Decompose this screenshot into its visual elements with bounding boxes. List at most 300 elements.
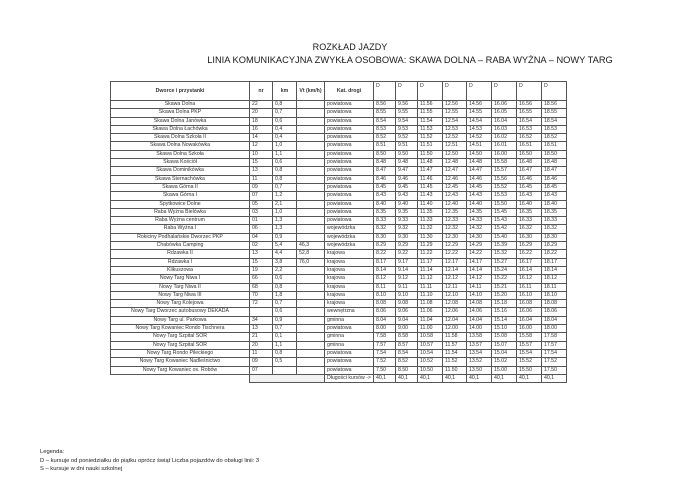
course-length-value: 40,1 [395, 374, 417, 382]
departure-time: 16.30 [516, 233, 541, 241]
departure-time: 14.12 [466, 275, 491, 283]
stop-nr: 03 [250, 208, 273, 216]
road-category: krajowa [325, 275, 374, 283]
departure-time: 16.14 [516, 266, 541, 274]
road-category: powiatowa [325, 134, 374, 142]
departure-time: 8.50 [373, 150, 395, 158]
departure-time: 14.17 [466, 258, 491, 266]
departure-time: 12.30 [442, 233, 466, 241]
stop-km: 1,8 [273, 291, 297, 299]
stop-vt [297, 134, 325, 142]
stop-km: 0,7 [273, 109, 297, 117]
departure-time: 8.11 [373, 283, 395, 291]
road-category: powiatowa [325, 125, 374, 133]
departure-time: 15.56 [491, 175, 516, 183]
road-category: powiatowa [325, 349, 374, 357]
stop-nr: 01 [250, 217, 273, 225]
stop-name: Nowy Targ Kolejowa [111, 300, 250, 308]
departure-time: 16.35 [516, 208, 541, 216]
course-length-value: 40,1 [417, 374, 442, 382]
departure-time: 16.46 [516, 175, 541, 183]
stop-name: Nowy Targ Szpital SOR [111, 333, 250, 341]
departure-time: 14.08 [466, 300, 491, 308]
departure-time: 16.56 [516, 101, 541, 109]
departure-time: 14.29 [466, 242, 491, 250]
table-row [111, 283, 567, 291]
departure-time: 8.53 [373, 125, 395, 133]
departure-time: 15.08 [491, 333, 516, 341]
stop-nr: 12 [250, 142, 273, 150]
departure-time: 18.46 [541, 175, 566, 183]
departure-time: 9.56 [395, 101, 417, 109]
departure-time: 18.45 [541, 183, 566, 191]
course-length-value: 40,1 [373, 374, 395, 382]
departure-time: 8.33 [373, 217, 395, 225]
road-category: powiatowa [325, 192, 374, 200]
table-row [111, 316, 567, 324]
departure-time: 9.11 [395, 283, 417, 291]
departure-time: 8.40 [373, 200, 395, 208]
table-row [111, 134, 567, 142]
course-length-value: 40,1 [491, 374, 516, 382]
stop-vt [297, 358, 325, 366]
departure-time: 14.45 [466, 183, 491, 191]
departure-time: 12.08 [442, 300, 466, 308]
departure-time: 8.14 [373, 266, 395, 274]
timetable [110, 81, 567, 383]
stop-vt [297, 341, 325, 349]
table-row [111, 333, 567, 341]
stop-name: Skawa Dominikówka [111, 167, 250, 175]
departure-time: 9.43 [395, 192, 417, 200]
departure-time: 18.51 [541, 142, 566, 150]
road-category: powiatowa [325, 217, 374, 225]
departure-time: 12.54 [442, 117, 466, 125]
table-row [111, 300, 567, 308]
stop-km: 0,8 [273, 175, 297, 183]
stop-vt [297, 175, 325, 183]
table-row [111, 183, 567, 191]
stop-km: 1,3 [273, 217, 297, 225]
departure-time: 14.33 [466, 217, 491, 225]
stop-name: Raba Wyżna Bielówka [111, 208, 250, 216]
stop-nr: 20 [250, 109, 273, 117]
stop-name: Skawa Górna II [111, 183, 250, 191]
summary-blank [111, 374, 250, 382]
departure-time: 9.45 [395, 183, 417, 191]
departure-time: 11.54 [417, 117, 442, 125]
road-category: wojewódzka [325, 242, 374, 250]
stop-nr: 06 [250, 225, 273, 233]
departure-time: 12.35 [442, 208, 466, 216]
departure-time: 15.10 [491, 325, 516, 333]
departure-time: 8.30 [373, 233, 395, 241]
course-length-label: Długości kursów -> [325, 374, 374, 382]
stop-vt: 52,8 [297, 250, 325, 258]
departure-time: 8.52 [373, 134, 395, 142]
stop-name: Nowy Targ Kowaniec Nadleśnictwo [111, 358, 250, 366]
stop-vt [297, 291, 325, 299]
departure-time: 12.52 [442, 134, 466, 142]
departure-time: 18.50 [541, 150, 566, 158]
departure-time: 11.54 [442, 349, 466, 357]
stop-nr: 15 [250, 258, 273, 266]
departure-time: 16.03 [491, 125, 516, 133]
summary-row [111, 374, 567, 382]
header-course: D [491, 82, 516, 101]
stop-km: 0,4 [273, 134, 297, 142]
stop-vt [297, 167, 325, 175]
road-category: wojewódzka [325, 233, 374, 241]
departure-time: 12.56 [442, 101, 466, 109]
stop-km: 4,4 [273, 250, 297, 258]
departure-time: 14.48 [466, 159, 491, 167]
departure-time: 12.46 [442, 175, 466, 183]
stop-name: Nowy Targ Dworzec autobusowy DEKADA [111, 308, 250, 316]
departure-time: 16.32 [516, 225, 541, 233]
legend-title: Legenda: [40, 449, 65, 455]
stop-name: Raba Wyżna centrum [111, 217, 250, 225]
header-course: D [373, 82, 395, 101]
departure-time: 15.45 [491, 208, 516, 216]
stop-name: Nowy Targ Niwa II [111, 283, 250, 291]
departure-time: 18.52 [541, 134, 566, 142]
departure-time: 8.57 [395, 341, 417, 349]
departure-time: 11.55 [417, 109, 442, 117]
departure-time: 18.47 [541, 167, 566, 175]
departure-time: 11.35 [417, 208, 442, 216]
table-row [111, 150, 567, 158]
stop-nr: 09 [250, 358, 273, 366]
departure-time: 12.45 [442, 183, 466, 191]
stop-name: Nowy Targ Rondo Pileckiego [111, 349, 250, 357]
departure-time: 18.33 [541, 217, 566, 225]
table-row [111, 291, 567, 299]
stop-name: Rokiciny Podhalańskie Dworzec PKP [111, 233, 250, 241]
departure-time: 18.04 [541, 316, 566, 324]
road-category: krajowa [325, 283, 374, 291]
departure-time: 11.29 [417, 242, 442, 250]
road-category: krajowa [325, 291, 374, 299]
stop-km: 2,2 [273, 266, 297, 274]
stop-nr: 66 [250, 275, 273, 283]
departure-time: 16.01 [491, 142, 516, 150]
header-stops: Dworce i przystanki [111, 82, 250, 101]
departure-time: 8.52 [395, 358, 417, 366]
departure-time: 14.47 [466, 167, 491, 175]
stop-name: Nowy Targ ul. Parkowa [111, 316, 250, 324]
stop-km: 0,9 [273, 233, 297, 241]
road-category: powiatowa [325, 325, 374, 333]
departure-time: 16.02 [491, 134, 516, 142]
departure-time: 15.02 [491, 358, 516, 366]
departure-time: 15.43 [491, 217, 516, 225]
departure-time: 14.11 [466, 283, 491, 291]
stop-vt [297, 109, 325, 117]
table-row [111, 217, 567, 225]
departure-time: 16.00 [516, 325, 541, 333]
departure-time: 18.22 [541, 250, 566, 258]
departure-time: 9.30 [395, 233, 417, 241]
departure-time: 12.55 [442, 109, 466, 117]
departure-time: 10.58 [417, 333, 442, 341]
departure-time: 15.39 [491, 242, 516, 250]
departure-time: 16.12 [516, 275, 541, 283]
departure-time: 11.57 [442, 341, 466, 349]
departure-time: 15.21 [491, 283, 516, 291]
departure-time: 15.58 [516, 333, 541, 341]
departure-time: 12.10 [442, 291, 466, 299]
stop-km: 1,1 [273, 341, 297, 349]
departure-time: 9.55 [395, 109, 417, 117]
departure-time: 8.48 [373, 159, 395, 167]
stop-name: Skawa Dolna Szkoła II [111, 134, 250, 142]
stop-nr: 34 [250, 316, 273, 324]
departure-time: 14.32 [466, 225, 491, 233]
departure-time: 9.54 [395, 117, 417, 125]
stop-name: Skawa Dolna Szkoła [111, 150, 250, 158]
stop-nr: 11 [250, 349, 273, 357]
departure-time: 16.05 [491, 109, 516, 117]
departure-time: 11.08 [417, 300, 442, 308]
departure-time: 16.06 [491, 101, 516, 109]
stop-vt [297, 217, 325, 225]
departure-time: 8.10 [373, 291, 395, 299]
departure-time: 8.00 [373, 325, 395, 333]
stop-vt [297, 275, 325, 283]
table-row [111, 366, 567, 374]
departure-time: 18.06 [541, 308, 566, 316]
departure-time: 9.17 [395, 258, 417, 266]
departure-time: 11.17 [417, 258, 442, 266]
departure-time: 14.46 [466, 175, 491, 183]
stop-vt [297, 142, 325, 150]
departure-time: 11.43 [417, 192, 442, 200]
stop-nr: 07 [250, 366, 273, 374]
legend-item-d-text: D – kursuje od poniedziałku do piątku oprócz świąt [40, 457, 171, 464]
departure-time: 14.35 [466, 208, 491, 216]
road-category: powiatowa [325, 142, 374, 150]
departure-time: 8.12 [373, 275, 395, 283]
departure-time: 16.22 [516, 250, 541, 258]
table-row [111, 349, 567, 357]
road-category: krajowa [325, 266, 374, 274]
header-course: D [516, 82, 541, 101]
stop-nr: 10 [250, 150, 273, 158]
stop-km: 1,3 [273, 225, 297, 233]
departure-time: 14.56 [466, 101, 491, 109]
stop-vt [297, 366, 325, 374]
departure-time: 10.50 [417, 366, 442, 374]
table-row [111, 109, 567, 117]
stop-vt [297, 208, 325, 216]
departure-time: 18.17 [541, 258, 566, 266]
departure-time: 14.55 [466, 109, 491, 117]
stop-nr: 07 [250, 192, 273, 200]
departure-time: 8.29 [373, 242, 395, 250]
departure-time: 16.45 [516, 183, 541, 191]
stop-nr: 68 [250, 283, 273, 291]
departure-time: 8.45 [373, 183, 395, 191]
stop-name: Nowy Targ Kowaniec os. Robów [111, 366, 250, 374]
stop-nr: 11 [250, 175, 273, 183]
table-row [111, 275, 567, 283]
departure-time: 15.50 [491, 200, 516, 208]
departure-time: 15.18 [491, 300, 516, 308]
road-category: gminna [325, 316, 374, 324]
departure-time: 12.40 [442, 200, 466, 208]
departure-time: 14.52 [466, 134, 491, 142]
course-length-value: 40,1 [442, 374, 466, 382]
stop-vt [297, 349, 325, 357]
departure-time: 13.58 [466, 333, 491, 341]
departure-time: 11.52 [417, 134, 442, 142]
departure-time: 15.20 [491, 291, 516, 299]
stop-km: 5,4 [273, 242, 297, 250]
departure-time: 11.50 [442, 366, 466, 374]
stop-nr: 13 [250, 250, 273, 258]
stop-nr: 22 [250, 101, 273, 109]
stop-nr: 13 [250, 167, 273, 175]
stop-km: 0,6 [273, 275, 297, 283]
departure-time: 14.40 [466, 200, 491, 208]
departure-time: 8.55 [373, 109, 395, 117]
stop-vt [297, 333, 325, 341]
departure-time: 9.46 [395, 175, 417, 183]
road-category: krajowa [325, 258, 374, 266]
table-row [111, 192, 567, 200]
stop-vt [297, 316, 325, 324]
stop-name: Nowy Targ Niwa I [111, 275, 250, 283]
stop-km: 0,1 [273, 333, 297, 341]
table-row [111, 101, 567, 109]
table-row [111, 142, 567, 150]
table-row [111, 208, 567, 216]
departure-time: 9.22 [395, 250, 417, 258]
table-row [111, 117, 567, 125]
vehicle-count-text: Liczba pojazdów do obsługi linii: 3 [171, 457, 260, 464]
stop-km: 2,1 [273, 200, 297, 208]
departure-time: 16.52 [516, 134, 541, 142]
departure-time: 12.43 [442, 192, 466, 200]
departure-time: 12.32 [442, 225, 466, 233]
road-category: powiatowa [325, 200, 374, 208]
stop-km: 0,9 [273, 316, 297, 324]
departure-time: 12.53 [442, 125, 466, 133]
departure-time: 16.50 [516, 150, 541, 158]
departure-time: 16.04 [516, 316, 541, 324]
departure-time: 17.57 [541, 341, 566, 349]
document-subtitle: LINIA KOMUNIKACYJNA ZWYKŁA OSOBOWA: SKAWA DOLNA – RABA WYŻNA – NOWY TARG [207, 55, 613, 65]
stop-name: Rdzawka I [111, 258, 250, 266]
departure-time: 7.52 [373, 358, 395, 366]
table-row [111, 250, 567, 258]
departure-time: 16.48 [516, 159, 541, 167]
departure-time: 11.47 [417, 167, 442, 175]
stop-name: Skawa Dolna Nowakówka [111, 142, 250, 150]
departure-time: 15.24 [491, 266, 516, 274]
departure-time: 7.57 [373, 341, 395, 349]
departure-time: 7.54 [373, 349, 395, 357]
stop-vt [297, 183, 325, 191]
timetable-header-row [111, 82, 567, 101]
departure-time: 18.53 [541, 125, 566, 133]
stop-name: Nowy Targ Kowaniec Rondo Tischnera [111, 325, 250, 333]
departure-time: 12.51 [442, 142, 466, 150]
departure-time: 16.08 [516, 300, 541, 308]
departure-time: 15.32 [491, 250, 516, 258]
stop-name: Klikuszowa [111, 266, 250, 274]
table-row [111, 242, 567, 250]
departure-time: 11.52 [442, 358, 466, 366]
stop-vt [297, 159, 325, 167]
course-length-value: 40,1 [516, 374, 541, 382]
departure-time: 14.43 [466, 192, 491, 200]
document-title: ROZKŁAD JAZDY [312, 42, 388, 52]
legend [40, 448, 259, 474]
departure-time: 11.14 [417, 266, 442, 274]
stop-name: Skawa Kościół [111, 159, 250, 167]
departure-time: 12.14 [442, 266, 466, 274]
stop-nr: 15 [250, 159, 273, 167]
departure-time: 11.53 [417, 125, 442, 133]
table-row [111, 167, 567, 175]
departure-time: 15.16 [491, 308, 516, 316]
departure-time: 15.52 [516, 358, 541, 366]
departure-time: 14.30 [466, 233, 491, 241]
departure-time: 15.14 [491, 316, 516, 324]
stop-nr: 13 [250, 325, 273, 333]
departure-time: 11.22 [417, 250, 442, 258]
departure-time: 9.50 [395, 150, 417, 158]
departure-time: 8.58 [395, 333, 417, 341]
road-category: powiatowa [325, 208, 374, 216]
stop-name: Rdzawka II [111, 250, 250, 258]
road-category: powiatowa [325, 159, 374, 167]
stop-km: 1,2 [273, 192, 297, 200]
departure-time: 15.04 [491, 349, 516, 357]
departure-time: 11.46 [417, 175, 442, 183]
table-row [111, 175, 567, 183]
stop-vt [297, 125, 325, 133]
departure-time: 8.04 [373, 316, 395, 324]
departure-time: 18.32 [541, 225, 566, 233]
stop-name: Skawa Sternachówka [111, 175, 250, 183]
departure-time: 10.54 [417, 349, 442, 357]
table-row [111, 325, 567, 333]
road-category: powiatowa [325, 167, 374, 175]
departure-time: 17.50 [541, 366, 566, 374]
departure-time: 9.33 [395, 217, 417, 225]
departure-time: 12.22 [442, 250, 466, 258]
legend-item-d [40, 457, 259, 466]
stop-km: 0,7 [273, 300, 297, 308]
stop-nr: 16 [250, 125, 273, 133]
departure-time: 9.51 [395, 142, 417, 150]
departure-time: 12.04 [442, 316, 466, 324]
departure-time: 9.10 [395, 291, 417, 299]
stop-vt [297, 233, 325, 241]
departure-time: 9.35 [395, 208, 417, 216]
table-row [111, 200, 567, 208]
departure-time: 16.43 [516, 192, 541, 200]
departure-time: 14.22 [466, 250, 491, 258]
table-row [111, 233, 567, 241]
departure-time: 14.51 [466, 142, 491, 150]
departure-time: 8.51 [373, 142, 395, 150]
departure-time: 17.58 [541, 333, 566, 341]
departure-time: 8.46 [373, 175, 395, 183]
